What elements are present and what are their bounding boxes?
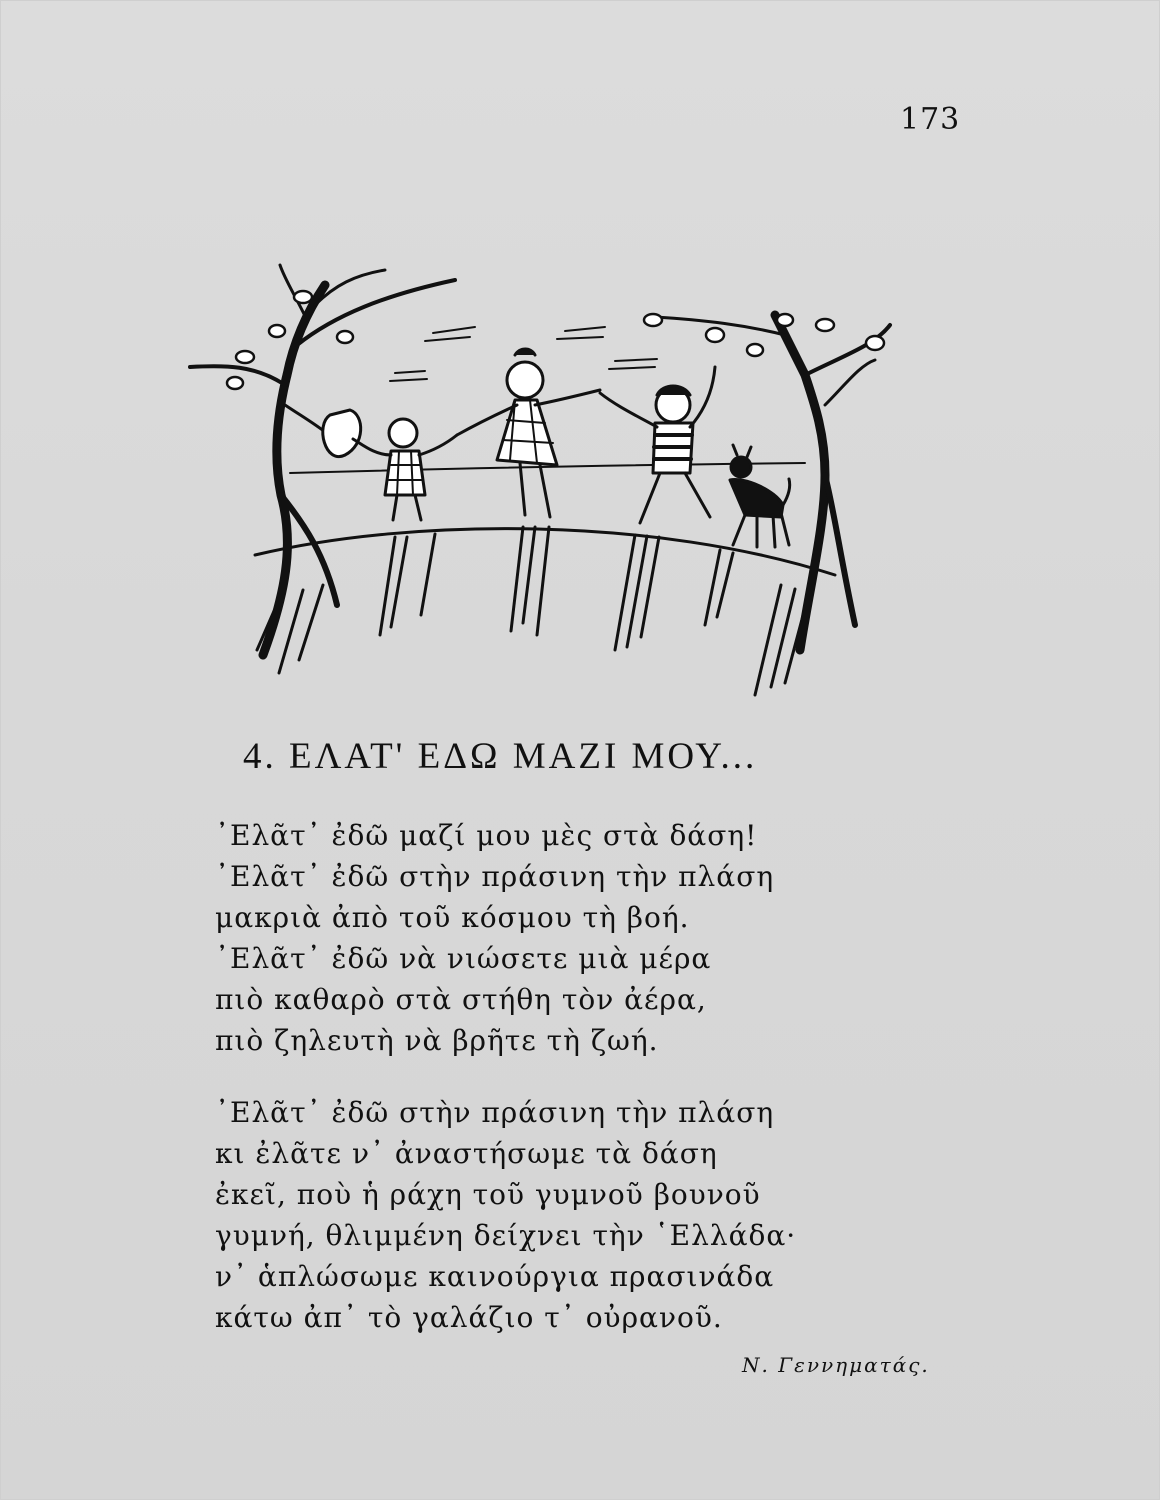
poem-line: κάτω ἀπ᾿ τὸ γαλάζιο τ᾿ οὐρανοῦ. <box>215 1301 723 1334</box>
poem-line: ἐκεῖ, ποὺ ἡ ράχη τοῦ γυμνοῦ βουνοῦ <box>215 1178 761 1211</box>
boy-figure <box>600 367 715 523</box>
poem-line: μακριὰ ἀπὸ τοῦ κόσμου τὴ βοή. <box>215 901 690 934</box>
right-tree-leaves <box>644 314 884 356</box>
poem-line: πιὸ καθαρὸ στὰ στήθη τὸν ἀέρα, <box>215 983 707 1016</box>
poem-line: ᾿Ελᾶτ᾿ ἐδῶ στὴν πράσινη τὴν πλάση <box>215 1096 775 1129</box>
poem-stanza-1 <box>215 815 774 1061</box>
poem-line: γυμνή, θλιμμένη δείχνει τὴν ῾Ελλάδα· <box>215 1219 797 1252</box>
dog-figure <box>730 445 790 547</box>
small-child-figure <box>323 410 457 520</box>
poem-title: 4. ΕΛΑΤ' ΕΔΩ ΜΑΖΙ ΜΟΥ... <box>243 736 758 777</box>
poem-line: ν᾿ ἁπλώσωμε καινούργια πρασινάδα <box>215 1260 775 1293</box>
poem-line: ᾿Ελᾶτ᾿ ἐδῶ νὰ νιώσετε μιὰ μέρα <box>215 942 712 975</box>
poem-author: Ν. Γεννηματάς. <box>742 1353 930 1377</box>
poem-line: ᾿Ελᾶτ᾿ ἐδῶ μαζί μου μὲς στὰ δάση! <box>215 819 758 852</box>
page-number: 173 <box>900 102 961 137</box>
girl-figure <box>457 349 600 517</box>
poem-stanza-2 <box>215 1092 796 1338</box>
poem-line: ᾿Ελᾶτ᾿ ἐδῶ στὴν πράσινη τὴν πλάση <box>215 860 775 893</box>
poem-line: πιὸ ζηλευτὴ νὰ βρῆτε τὴ ζωή. <box>215 1024 659 1057</box>
poem-line: κι ἐλᾶτε ν᾿ ἀναστήσωμε τὰ δάση <box>215 1137 718 1170</box>
children-dancing-illustration <box>185 255 900 700</box>
